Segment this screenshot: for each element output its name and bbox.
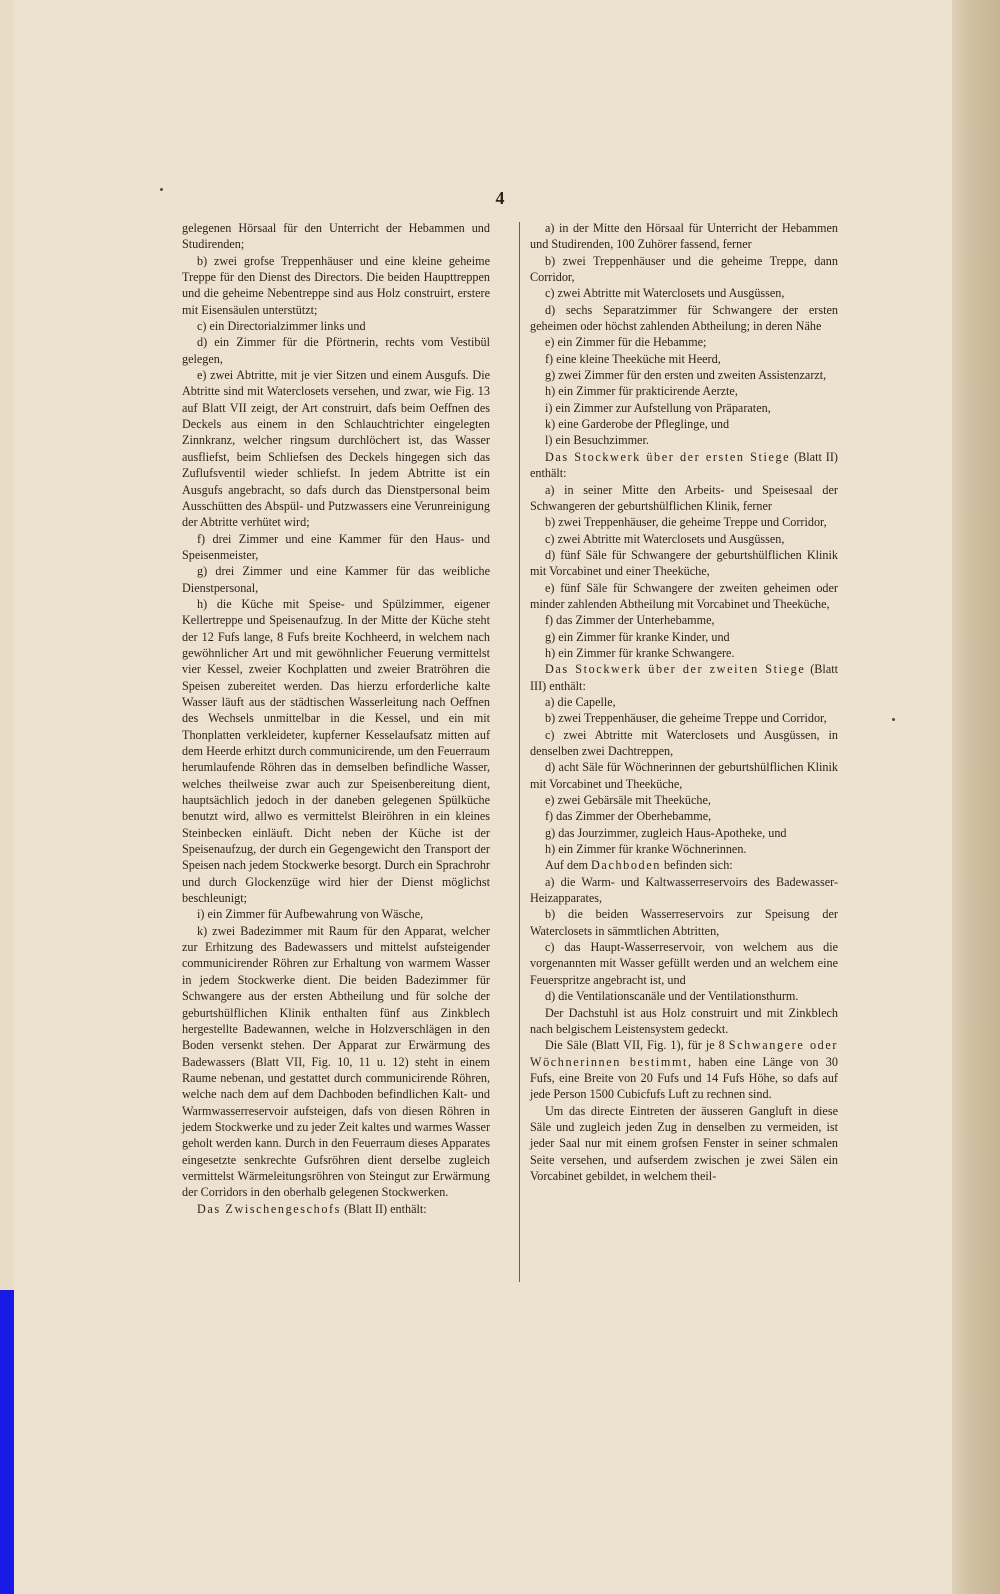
- paragraph-text: e) fünf Säle für Schwangere der zweiten geheimen oder minder zahlenden Abtheilung mit Vorcabinet und Theeküche,: [530, 580, 838, 611]
- paragraph: [530, 580, 838, 613]
- paragraph-text: g) das Jourzimmer, zugleich Haus-Apotheke, und: [545, 825, 787, 840]
- paragraph: [530, 629, 838, 645]
- paragraph-text: Der Dachstuhl ist aus Holz construirt und mit Zinkblech nach belgischem Leistensystem gedeckt.: [530, 1005, 838, 1036]
- paragraph: [182, 563, 490, 596]
- paragraph: [530, 482, 838, 515]
- paragraph-text: l) ein Besuchzimmer.: [545, 433, 649, 448]
- spaced-heading: Das Zwischengeschofs: [197, 1201, 342, 1216]
- paragraph: [530, 1005, 838, 1038]
- paragraph: [530, 645, 838, 661]
- page-edge: [952, 0, 1000, 1594]
- paragraph-text: (Blatt II) enthält:: [530, 449, 838, 481]
- paragraph-text: d) sechs Separatzimmer für Schwangere der ersten geheimen oder höchst zahlenden Abtheilung; in deren Nähe: [530, 302, 838, 334]
- paragraph-text: d) die Ventilationscanäle und der Ventilationsthurm.: [545, 989, 799, 1004]
- paragraph: [182, 906, 490, 922]
- paragraph-text: c) das Haupt-Wasserreservoir, von welchem aus die vorgenannten mit Wasser gefüllt werden und an welchem eine Feuerspritze angebracht ist, und: [530, 940, 838, 987]
- paragraph-text: a) in seiner Mitte den Arbeits- und Speisesaal der Schwangeren der geburtshülflichen Klinik, ferner: [530, 482, 838, 513]
- paragraph: [530, 351, 838, 367]
- paragraph: [530, 1103, 838, 1185]
- paragraph-text: c) zwei Abtritte mit Waterclosets und Ausgüssen, in denselben zwei Dachtreppen,: [530, 727, 838, 758]
- paragraph: [530, 302, 838, 335]
- paragraph: [530, 400, 838, 416]
- paragraph-text: (Blatt III) enthält:: [530, 662, 838, 693]
- paragraph: [530, 694, 838, 710]
- paragraph-text: e) zwei Abtritte, mit je vier Sitzen und einem Ausgufs. Die Abtritte sind mit Waterclosets versehen, und zwar, wie Fig. 13 auf Blatt VII zeigt, der Art construirt, dafs beim Oeffnen des Deckels aus einem in den Schlauchtrichter eingelegten Zinnkranz, welcher ringsum durchlöchert ist, das Wasser ausfliefst, beim Schliefsen des Deckels hingegen sich das Zuflufsventil wieder schliefst. In jedem Abtritte ist ein Ausgufs angebracht, so dafs durch das Dienstpersonal beim Ausschütten des Abspül- und Putzwassers eine Verunreinigung der Abtritte verhütet wird;: [182, 368, 490, 530]
- paragraph: [530, 825, 838, 841]
- spaced-heading: Das Stockwerk über der ersten Stiege: [545, 449, 791, 464]
- paragraph-text: gelegenen Hörsaal für den Unterricht der Hebammen und Studirenden;: [182, 221, 490, 252]
- paragraph-text: f) drei Zimmer und eine Kammer für den Haus- und Speisenmeister,: [182, 531, 490, 562]
- paragraph-text: f) das Zimmer der Oberhebamme,: [545, 809, 712, 824]
- paragraph: [530, 874, 838, 907]
- paragraph: [182, 220, 490, 253]
- paragraph-text: a) die Warm- und Kaltwasserreservoirs des Badewasser-Heizapparates,: [530, 874, 838, 906]
- paragraph: [530, 792, 838, 808]
- paragraph: [182, 334, 490, 367]
- paragraph-text: d) ein Zimmer für die Pförtnerin, rechts vom Vestibül gelegen,: [182, 335, 490, 366]
- paragraph-text: c) ein Directorialzimmer links und: [197, 319, 366, 334]
- page-number: 4: [495, 188, 505, 208]
- paragraph-text: b) zwei Treppenhäuser, die geheime Treppe und Corridor,: [545, 711, 827, 726]
- paragraph: [182, 367, 490, 530]
- paragraph-text: a) in der Mitte den Hörsaal für Unterricht der Hebammen und Studirenden, 100 Zuhörer fassend, ferner: [530, 221, 838, 252]
- spaced-heading: Schwangere oder Wöchnerinnen bestimmt: [530, 1038, 839, 1069]
- paragraph: [530, 759, 838, 792]
- paragraph-text: Um das directe Eintreten der äusseren Gangluft in diese Säle und zugleich jeden Zug in denselben zu vermeiden, ist jeder Saal nur mit einem grofsen Fenster in seiner schmalen Seite versehen, und aufserdem zwischen je zwei Sälen ein Vorcabinet gebildet, in welchem theil-: [530, 1103, 838, 1183]
- paragraph: [530, 988, 838, 1004]
- paragraph: [530, 661, 838, 694]
- paragraph-text: b) die beiden Wasserreservoirs zur Speisung der Waterclosets in sämmtlichen Abtritten,: [530, 907, 838, 938]
- paragraph-text: e) zwei Gebärsäle mit Theeküche,: [545, 793, 711, 808]
- paragraph-text: d) fünf Säle für Schwangere der geburtshülflichen Klinik mit Vorcabinet und einer Theeküche,: [530, 547, 838, 579]
- paragraph-text: c) zwei Abtritte mit Waterclosets und Ausgüssen,: [545, 286, 785, 301]
- paragraph-text: (Blatt II) enthält:: [341, 1201, 427, 1216]
- paragraph-text: i) ein Zimmer zur Aufstellung von Präparaten,: [545, 400, 771, 415]
- paragraph-text: e) ein Zimmer für die Hebamme;: [545, 335, 707, 350]
- paragraph-text: h) ein Zimmer für kranke Schwangere.: [545, 645, 735, 660]
- paragraph-text: a) die Capelle,: [545, 694, 616, 709]
- paragraph: [182, 1201, 490, 1217]
- paragraph: [530, 939, 838, 988]
- paragraph: [530, 857, 838, 873]
- paragraph-text: g) zwei Zimmer für den ersten und zweiten Assistenzarzt,: [545, 368, 827, 383]
- paragraph-text: , haben eine Länge von 30 Fufs, eine Breite von 20 Fufs und 14 Fufs Höhe, so dafs auf jede Person 1500 Cubicfufs Luft zu rechnen sind.: [530, 1054, 838, 1102]
- paragraph: [530, 383, 838, 399]
- paragraph: [530, 710, 838, 726]
- paragraph: [530, 432, 838, 448]
- paragraph: [530, 416, 838, 432]
- paragraph-text: k) zwei Badezimmer mit Raum für den Apparat, welcher zur Erhitzung des Badewassers und mittelst aufsteigender communicirender Röhren zur Erhaltung von warmem Wasser in jedem Stockwerke dient. Die beiden Badezimmer für Schwangere aus der ersten Abtheilung und für solche der geburtshülflichen Klinik enthalten fünf aus Zinkblech hergestellte Badewannen, welche in Holzverschlägen in den Boden versenkt stehen. Der Apparat zur Erwärmung des Badewassers (Blatt VII, Fig. 10, 11 u. 12) steht in einem Raume nebenan, und gestattet durch communicirende Röhren, welche nach dem auf dem Dachboden befindlichen Kalt- und Warmwasserreservoir aufsteigen, dafs von diesen Röhren in jedem Stockwerke und zu jeder Zeit kaltes und warmes Wasser geholt werden kann. Durch in den Feuerraum dieses Apparates eingesetzte senkrechte Gufsröhren dient derselbe zugleich vermittelst Wärmeleitungsröhren von Steingut zur Erwärmung der Corridors in den oberhalb gelegenen Stockwerken.: [182, 923, 490, 1200]
- paragraph-prefix: Auf dem: [545, 858, 592, 873]
- paragraph-text: f) eine kleine Theeküche mit Heerd,: [545, 351, 721, 366]
- paragraph-text: f) das Zimmer der Unterhebamme,: [545, 613, 715, 628]
- paragraph: [530, 906, 838, 939]
- paragraph-text: h) ein Zimmer für kranke Wöchnerinnen.: [545, 842, 747, 857]
- paragraph: [530, 808, 838, 824]
- paragraph-text: b) zwei Treppenhäuser, die geheime Treppe und Corridor,: [545, 515, 827, 530]
- paragraph: [182, 253, 490, 318]
- paragraph: [182, 923, 490, 1201]
- paragraph: [182, 318, 490, 334]
- paragraph-text: c) zwei Abtritte mit Waterclosets und Ausgüssen,: [545, 531, 785, 546]
- paragraph: [530, 841, 838, 857]
- paragraph: [530, 612, 838, 628]
- paragraph-text: b) zwei grofse Treppenhäuser und eine kleine geheime Treppe für den Dienst des Directors. Die beiden Haupttreppen und die geheime Nebentreppe sind aus Holz construirt, erstere mit Eisensäulen unterstützt;: [182, 253, 490, 317]
- paragraph-text: h) ein Zimmer für prakticirende Aerzte,: [545, 384, 738, 399]
- paragraph-text: g) ein Zimmer für kranke Kinder, und: [545, 629, 730, 644]
- paragraph: [530, 253, 838, 286]
- paragraph: [530, 449, 838, 482]
- paragraph-text: k) eine Garderobe der Pfleglinge, und: [545, 417, 730, 432]
- paragraph-text: d) acht Säle für Wöchnerinnen der geburtshülflichen Klinik mit Vorcabinet und Theeküche,: [530, 760, 838, 791]
- paragraph-prefix: Die Säle (Blatt VII, Fig. 1), für je 8: [545, 1038, 729, 1053]
- paragraph-text: h) die Küche mit Speise- und Spülzimmer, eigener Kellertreppe und Speisenaufzug. In der Mitte der Küche steht der 12 Fufs lange, 8 Fufs breite Kochheerd, in welchem nach gewöhnlicher Art und mit gewöhnlicher Feuerung vermittelst vier Kessel, zweier Kochplatten und zweier Bratröhren die Speisen zubereitet werden. Das hierzu erforderliche kalte Wasser läuft aus der städtischen Wasserleitung nach Oeffnen des Wechsels unmittelbar in die Kessel, und ein mit Thonplatten verkleideter, kupferner Kesselaufsatz mitten auf dem Heerde erhitzt durch communicirende, um den Feuerraum herumlaufende Röhren das in demselben befindliche Wasser, welches theilweise zwar auch zur Speisenbereitung dient, hauptsächlich jedoch in der daneben gelegenen Spülküche benutzt wird, allwo es vermittelst Bleiröhren in ein kleines Steinbecken einläuft. Dicht neben der Küche ist der Speisenaufzug, der durch ein Gegengewicht den Transport der Speisen nach jedem Stockwerke besorgt. Durch ein Sprachrohr und durch Glockenzüge wird hier der Dienst möglichst beschleunigt;: [182, 596, 490, 906]
- scan-margin-strip: [0, 1290, 14, 1594]
- paragraph: [530, 1037, 838, 1102]
- paragraph-text: i) ein Zimmer für Aufbewahrung von Wäsche,: [197, 907, 424, 922]
- column-divider: [519, 222, 520, 1282]
- paragraph: [530, 220, 838, 253]
- spaced-heading: Das Stockwerk über der zweiten Stiege: [545, 662, 806, 677]
- paragraph: [530, 285, 838, 301]
- spaced-heading: Dachboden: [591, 858, 661, 873]
- paper-speck: [892, 718, 895, 721]
- paragraph-text: b) zwei Treppenhäuser und die geheime Treppe, dann Corridor,: [530, 253, 838, 285]
- paragraph-text: g) drei Zimmer und eine Kammer für das weibliche Dienstpersonal,: [182, 564, 490, 595]
- left-text-column: [182, 220, 490, 1217]
- paragraph: [530, 547, 838, 580]
- paragraph-text: befinden sich:: [660, 858, 733, 873]
- paragraph: [530, 531, 838, 547]
- paragraph: [530, 334, 838, 350]
- paragraph: [182, 596, 490, 907]
- paragraph: [530, 727, 838, 760]
- paragraph: [530, 514, 838, 530]
- paragraph: [182, 531, 490, 564]
- paragraph: [530, 367, 838, 383]
- right-text-column: [530, 220, 838, 1184]
